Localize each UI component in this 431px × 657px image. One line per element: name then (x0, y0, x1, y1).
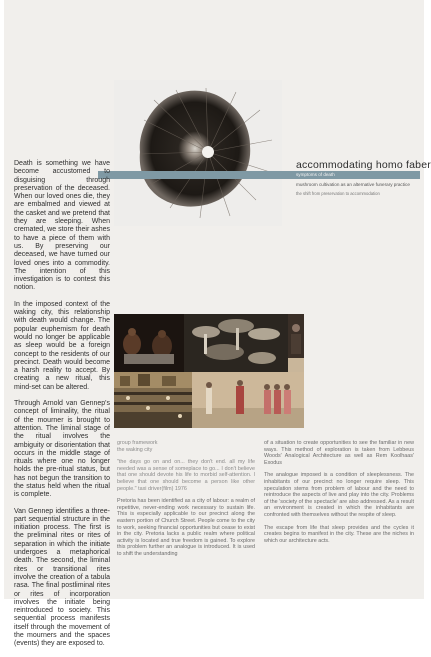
paragraph: Van Gennep identifies a three-part sequential structure in the initiation process. The first is the preliminal rites or rites of separation in which the initiate undergoes a metaphorical death. The second, the liminal rites or transitional rites involve the creation of a tabula rasa. The final postliminal rites or rites of incorporation involves the initiate being reintroduced to society. This sequential process manifests itself through the movement of the mourners and the spaces (events) they are exposed to. (14, 507, 110, 648)
paragraph: The analogue imposed is a condition of sleeplessness. The inhabitants of our precinct no longer require sleep. This speculation stems from problem of labour and the need to reintroduce the aspects of live and play into the city. Problems of the 'society of the spectacle' are also addressed. As a result an environment is created in which the inhabitants are confronted with themselves without the respite of sleep. (264, 472, 414, 518)
mourners-procession-photo (192, 372, 304, 428)
paragraph: In the imposed context of the waking city, this relationship with death would change. The popular euphemism for death would no longer be applicable as sleep would be a foreign concept to the residents of our precinct. Death would become a harsh reality to accept. By creating a new ritual, this mind-set can be altered. (14, 300, 110, 391)
right-text-column (264, 440, 414, 550)
spore-print-photo (114, 80, 282, 226)
page-subtitle: symptoms of death (296, 172, 335, 177)
mushroom-cluster-photo (184, 314, 288, 372)
photo-collage (114, 314, 304, 428)
quote: "the days go on and on... they don't end. all my life needed was a sense of someplace to go... I don't believe that one should devote his life to morbid self-attention. I believe that one should become a person like other people." taxi driver(film) 1976 (117, 459, 255, 492)
paragraph: The escape from life that sleep provides and the cycles it creates begins to manifest in the city. These are the niches in which our architecture acts. (264, 524, 414, 544)
left-text-column (14, 160, 110, 657)
paragraph: Pretoria has been identified as a city of labour: a realm of repetitive, never-ending work necessary to sustain life. This is especially applicable to our precinct along the eastern portion of Church Street. People come to the city to work, seeking financial opportunities but cease to exist in the city. Pretoria lacks a public realm where political activity is located and true freedom is gained. To explore this problem further an analogue is introduced. It is used to shift the understanding (117, 498, 255, 557)
title-caption: mushroom cultivation as an alternative funerary practice (296, 182, 410, 187)
middle-text-column (117, 440, 255, 564)
paragraph: Through Arnold van Gennep's concept of liminality, the ritual of the mourner is brought to attention. The liminal stage of the ritual involves the ambiguity or disorientation that occurs in the middle stage of rituals where one no longer holds the pre-ritual status, but has not begun the transition to the status held when the ritual is complete. (14, 400, 110, 499)
paragraph: Death is something we have become accustomed to disguising through preservation of the deceased. When our loved ones die, they are embalmed and viewed at the casket and we pretend that they are sleeping. When cremated, we store their ashes to have a piece of them with us. By preserving our deceased, we have turned our loved ones into a commodity. The intention of this investigation is to contest this notion. (14, 160, 110, 292)
portrait-strip-photo (288, 314, 304, 372)
varanasi-ghat-photo (114, 372, 192, 428)
title-band (98, 171, 420, 179)
title-caption-secondary: the shift from preservation to accommodation (296, 191, 380, 196)
paragraph: of a situation to create opportunities to see the familiar in new ways. This method of exploration is taken from Lebbeus Woods' Analogical Architecture as well as Rem Koolhaas' Exodus (264, 440, 414, 466)
page-title: accommodating homo faber (296, 159, 431, 171)
framework-label: group framework the waking city (117, 440, 158, 453)
ritual-washing-photo (114, 314, 184, 372)
